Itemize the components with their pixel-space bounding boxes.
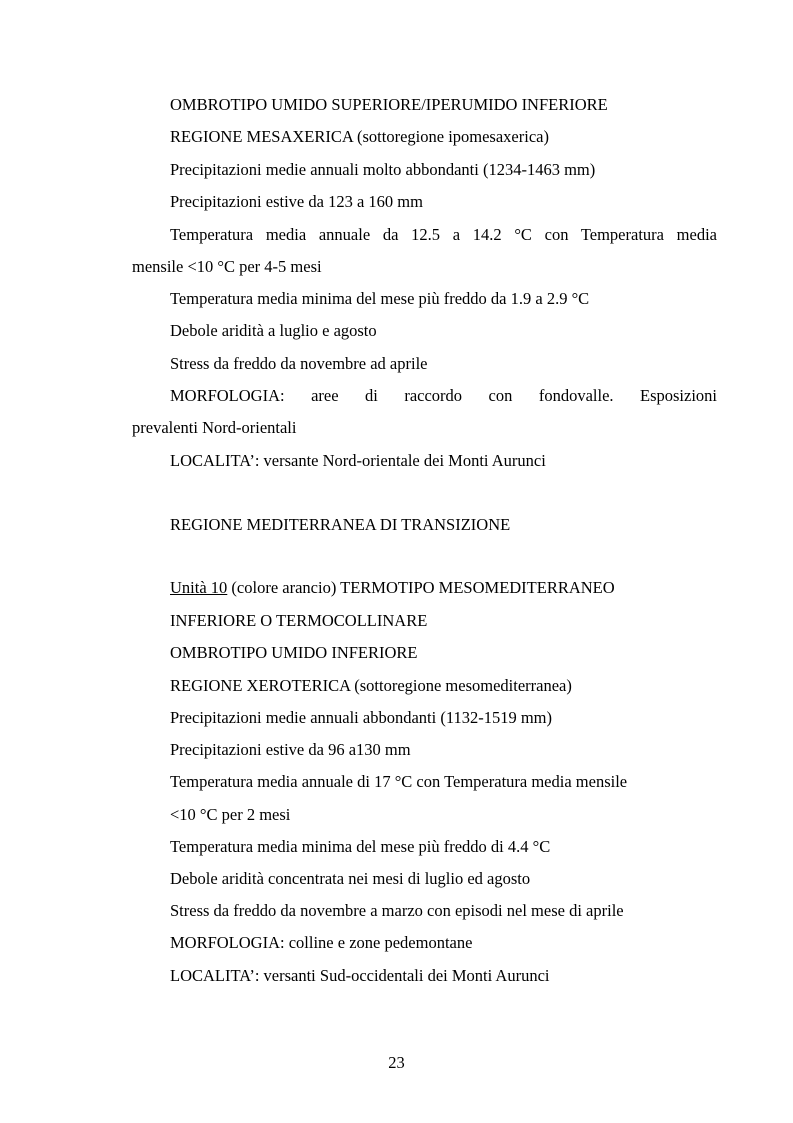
unit10-precip-summer: Precipitazioni estive da 96 a130 mm [170, 740, 411, 759]
unit9-temp-min: Temperatura media minima del mese più freddo da 1.9 a 2.9 °C [170, 289, 590, 308]
unit9-morfologia-line1: MORFOLOGIA: aree di raccordo con fondovalle. Esposizioni [170, 386, 717, 405]
section-heading: REGIONE MEDITERRANEA DI TRANSIZIONE [170, 515, 511, 534]
page-number: 23 [388, 1053, 405, 1072]
unit9-temp-annual-line2: mensile <10 °C per 4-5 mesi [132, 257, 322, 276]
unit10-precip-annual: Precipitazioni medie annuali abbondanti (1132-1519 mm) [170, 708, 552, 727]
unit9-cold-stress: Stress da freddo da novembre ad aprile [170, 354, 428, 373]
unit10-temp-annual-line1: Temperatura media annuale di 17 °C con Temperatura media mensile [170, 772, 628, 791]
unit10-title [170, 578, 615, 598]
unit10-temp-min: Temperatura media minima del mese più freddo di 4.4 °C [170, 837, 551, 856]
unit10-temp-annual-line2: <10 °C per 2 mesi [170, 805, 291, 824]
unit10-localita: LOCALITA’: versanti Sud-occidentali dei Monti Aurunci [170, 966, 550, 985]
unit10-regione: REGIONE XEROTERICA (sottoregione mesomediterranea) [170, 676, 572, 695]
unit10-title-line2: INFERIORE O TERMOCOLLINARE [170, 611, 428, 630]
unit9-precip-summer: Precipitazioni estive da 123 a 160 mm [170, 192, 423, 211]
unit9-morfologia-line2: prevalenti Nord-orientali [132, 418, 297, 437]
unit10-cold-stress: Stress da freddo da novembre a marzo con episodi nel mese di aprile [170, 901, 624, 920]
unit10-ombrotipo: OMBROTIPO UMIDO INFERIORE [170, 643, 418, 662]
unit9-precip-annual: Precipitazioni medie annuali molto abbondanti (1234-1463 mm) [170, 160, 596, 179]
unit9-aridity: Debole aridità a luglio e agosto [170, 321, 377, 340]
unit10-morfologia: MORFOLOGIA: colline e zone pedemontane [170, 933, 473, 952]
unit9-temp-annual-line1: Temperatura media annuale da 12.5 a 14.2 °C con Temperatura media [170, 225, 717, 244]
unit9-localita: LOCALITA’: versante Nord-orientale dei Monti Aurunci [170, 451, 546, 470]
unit9-regione: REGIONE MESAXERICA (sottoregione ipomesaxerica) [170, 127, 549, 146]
unit10-aridity: Debole aridità concentrata nei mesi di luglio ed agosto [170, 869, 531, 888]
unit10-title-rest: (colore arancio) TERMOTIPO MESOMEDITERRANEO [227, 578, 615, 597]
unit9-ombrotipo: OMBROTIPO UMIDO SUPERIORE/IPERUMIDO INFERIORE [170, 95, 608, 114]
unit10-label: Unità 10 [170, 578, 228, 597]
